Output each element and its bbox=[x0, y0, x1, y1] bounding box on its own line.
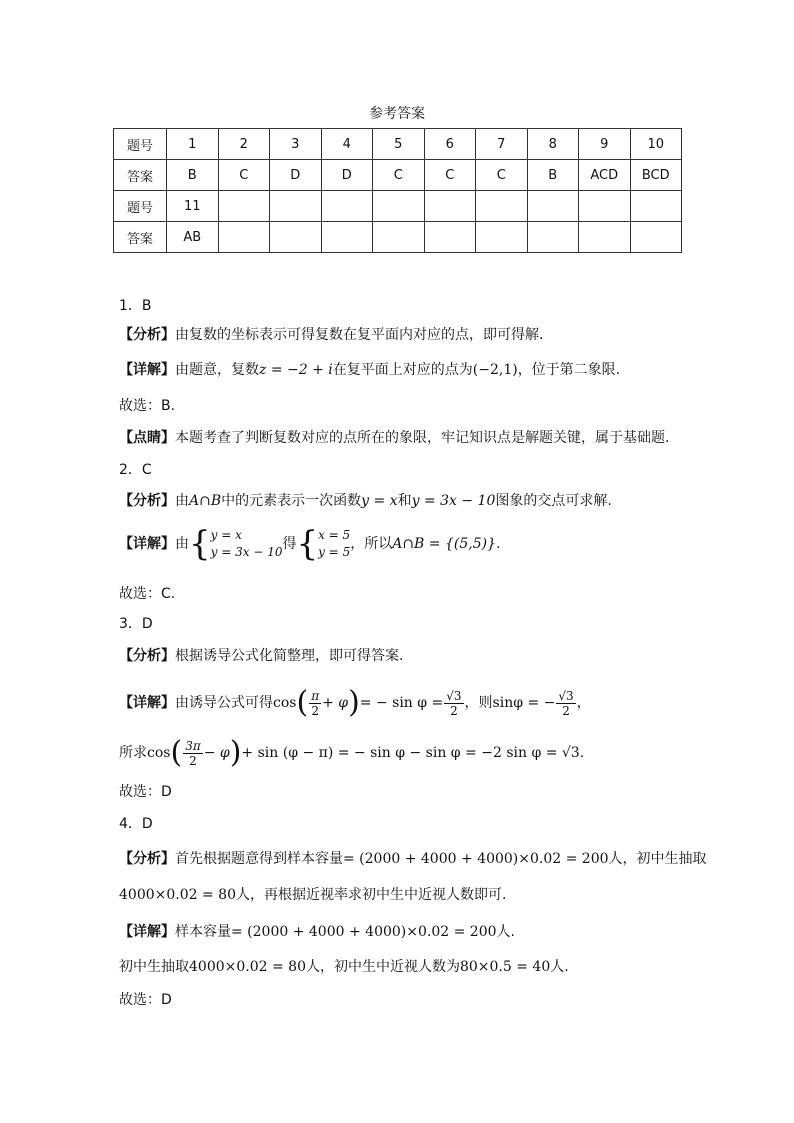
left-brace: { bbox=[189, 524, 211, 564]
q3-number: 3．D bbox=[119, 616, 153, 632]
q2-detail bbox=[119, 524, 500, 564]
table-row bbox=[114, 222, 682, 253]
detail-tag: 【详解】 bbox=[119, 536, 175, 552]
q4-choose: 故选：D bbox=[119, 992, 172, 1008]
detail-text: 由 bbox=[175, 536, 189, 552]
q3-choose: 故选：D bbox=[119, 784, 172, 800]
q1-detail bbox=[119, 360, 620, 380]
answer-title: 参考答案 bbox=[369, 106, 425, 122]
analysis-text: 人，初中生抽取 bbox=[608, 851, 707, 867]
row-header-cell: 题号 bbox=[114, 191, 167, 222]
analysis-text: 根据诱导公式化简整理，即可得答案. bbox=[175, 648, 404, 664]
math-expr: = (2000 + 4000 + 4000)×0.02 = 200 bbox=[343, 851, 609, 867]
table-cell: 9 bbox=[579, 129, 631, 160]
q3-analysis bbox=[119, 646, 403, 666]
fraction bbox=[183, 739, 203, 768]
left-brace: { bbox=[296, 524, 319, 564]
detail-tag: 【详解】 bbox=[119, 362, 175, 378]
table-cell: BCD bbox=[630, 160, 682, 191]
comment-tag: 【点睛】 bbox=[119, 430, 175, 446]
q3-detail bbox=[119, 683, 591, 723]
detail-text: 得 bbox=[282, 536, 297, 552]
detail-text: 人. bbox=[550, 959, 569, 975]
table-cell bbox=[270, 191, 322, 222]
analysis-tag: 【分析】 bbox=[119, 851, 175, 867]
table-cell bbox=[373, 222, 425, 253]
detail-tag: 【详解】 bbox=[119, 924, 175, 940]
analysis-text: 和 bbox=[397, 493, 412, 509]
analysis-tag: 【分析】 bbox=[119, 648, 175, 664]
table-cell: 4 bbox=[321, 129, 373, 160]
table-cell: 5 bbox=[373, 129, 425, 160]
q4-analysis bbox=[119, 849, 707, 869]
analysis-text: 由复数的坐标表示可得复数在复平面内对应的点，即可得解. bbox=[175, 327, 544, 343]
numerator: √3 bbox=[446, 688, 462, 703]
paren: ) bbox=[229, 735, 242, 770]
q2-choose: 故选：C. bbox=[119, 586, 176, 602]
math-expr: y = x bbox=[361, 493, 398, 509]
analysis-tag: 【分析】 bbox=[119, 493, 175, 509]
equation-system-1 bbox=[211, 527, 283, 561]
table-cell: 2 bbox=[218, 129, 270, 160]
numerator: π bbox=[311, 688, 320, 703]
table-cell: C bbox=[218, 160, 270, 191]
detail-text: ， bbox=[576, 695, 591, 711]
table-cell bbox=[579, 222, 631, 253]
detail-text: ，所以 bbox=[350, 536, 393, 552]
paren: ( bbox=[296, 685, 309, 720]
table-cell bbox=[476, 222, 528, 253]
row-header-cell: 答案 bbox=[114, 160, 167, 191]
table-cell: 3 bbox=[270, 129, 322, 160]
q1-analysis bbox=[119, 325, 543, 345]
detail-tag: 【详解】 bbox=[119, 695, 175, 711]
table-cell bbox=[270, 222, 322, 253]
detail-text: . bbox=[495, 536, 501, 552]
table-cell: 1 bbox=[167, 129, 219, 160]
denominator: 2 bbox=[189, 753, 197, 768]
table-cell: AB bbox=[167, 222, 219, 253]
q4-analysis-line2 bbox=[119, 885, 506, 905]
math-expr: z = −2 + i bbox=[259, 362, 333, 378]
math-expr: = − sin φ = bbox=[359, 695, 444, 711]
math-expr: 4000×0.02 = 80 bbox=[119, 887, 236, 903]
detail-text: 人. bbox=[496, 924, 515, 940]
table-cell bbox=[579, 191, 631, 222]
math-expr: 80×0.5 = 40 bbox=[459, 959, 551, 975]
table-cell: 10 bbox=[630, 129, 682, 160]
detail-text: 所求 bbox=[119, 745, 147, 761]
math-expr: A∩B = {(5,5)} bbox=[392, 536, 496, 552]
table-cell: D bbox=[270, 160, 322, 191]
table-cell: C bbox=[476, 160, 528, 191]
row-header-cell: 答案 bbox=[114, 222, 167, 253]
table-cell bbox=[218, 191, 270, 222]
detail-text: 样本容量 bbox=[175, 924, 231, 940]
table-row bbox=[114, 129, 682, 160]
paren: ) bbox=[348, 685, 360, 720]
denominator: 2 bbox=[562, 703, 570, 718]
math-expr: y = 3x − 10 bbox=[411, 493, 496, 509]
q4-detail bbox=[119, 922, 515, 942]
denominator: 2 bbox=[450, 703, 458, 718]
equation-system-2 bbox=[318, 527, 350, 561]
q3-detail-line2 bbox=[119, 733, 584, 773]
math-expr: + φ bbox=[322, 695, 349, 711]
table-cell: 11 bbox=[167, 191, 219, 222]
table-cell: D bbox=[321, 160, 373, 191]
q4-detail-line2 bbox=[119, 957, 569, 977]
numerator: √3 bbox=[558, 688, 574, 703]
analysis-text: 图象的交点可求解. bbox=[495, 493, 612, 509]
table-cell bbox=[321, 191, 373, 222]
detail-text: 人，初中生中近视人数为 bbox=[305, 959, 460, 975]
math-expr: (−2,1) bbox=[472, 362, 518, 378]
detail-text: 初中生抽取 bbox=[119, 959, 189, 975]
table-row bbox=[114, 160, 682, 191]
detail-text: 由诱导公式可得 bbox=[175, 695, 273, 711]
math-expr: 4000×0.02 = 80 bbox=[189, 959, 306, 975]
detail-text: . bbox=[579, 745, 585, 761]
math-expr: = (2000 + 4000 + 4000)×0.02 = 200 bbox=[231, 924, 497, 940]
detail-text: ，则 bbox=[464, 695, 493, 711]
analysis-tag: 【分析】 bbox=[119, 327, 175, 343]
table-cell: 7 bbox=[476, 129, 528, 160]
table-cell bbox=[476, 191, 528, 222]
detail-text: 由题意，复数 bbox=[175, 362, 259, 378]
math-expr: A∩B bbox=[189, 493, 222, 509]
table-cell bbox=[424, 222, 476, 253]
table-cell bbox=[218, 222, 270, 253]
equation: y = 5 bbox=[318, 545, 351, 559]
analysis-text: 中的元素表示一次函数 bbox=[221, 493, 362, 509]
math-expr: cos bbox=[147, 745, 171, 761]
table-cell: ACD bbox=[579, 160, 631, 191]
table-cell bbox=[630, 191, 682, 222]
math-expr: sinφ = − bbox=[492, 695, 556, 711]
equation: y = 3x − 10 bbox=[210, 545, 283, 559]
answer-table bbox=[113, 128, 682, 253]
detail-text: ，位于第二象限. bbox=[517, 362, 621, 378]
q1-comment bbox=[119, 428, 669, 448]
paren: ( bbox=[170, 735, 183, 770]
fraction bbox=[444, 689, 463, 718]
analysis-text: 人，再根据近视率求初中生中近视人数即可. bbox=[235, 887, 507, 903]
numerator: 3π bbox=[185, 738, 201, 753]
denominator: 2 bbox=[311, 703, 319, 718]
table-cell bbox=[321, 222, 373, 253]
table-cell bbox=[373, 191, 425, 222]
equation: x = 5 bbox=[318, 528, 351, 542]
table-cell: C bbox=[424, 160, 476, 191]
q2-analysis bbox=[119, 491, 612, 511]
q1-choose: 故选：B. bbox=[119, 398, 176, 414]
math-expr: − φ bbox=[203, 745, 230, 761]
table-cell: C bbox=[373, 160, 425, 191]
analysis-text: 首先根据题意得到样本容量 bbox=[175, 851, 343, 867]
row-header-cell: 题号 bbox=[114, 129, 167, 160]
math-expr: cos bbox=[273, 695, 297, 711]
table-cell bbox=[527, 222, 579, 253]
detail-text: 在复平面上对应的点为 bbox=[332, 362, 473, 378]
comment-text: 本题考查了判断复数对应的点所在的象限，牢记知识点是解题关键，属于基础题. bbox=[175, 430, 670, 446]
table-cell: 8 bbox=[527, 129, 579, 160]
table-cell bbox=[527, 191, 579, 222]
fraction bbox=[556, 689, 575, 718]
equation: y = x bbox=[210, 528, 242, 542]
q1-number: 1．B bbox=[119, 298, 152, 314]
fraction bbox=[309, 689, 321, 718]
table-cell bbox=[630, 222, 682, 253]
analysis-text: 由 bbox=[175, 493, 189, 509]
table-row bbox=[114, 191, 682, 222]
q2-number: 2．C bbox=[119, 462, 152, 478]
table-cell bbox=[424, 191, 476, 222]
math-expr: + sin (φ − π) = − sin φ − sin φ = −2 sin φ = √3 bbox=[241, 745, 580, 761]
q4-number: 4．D bbox=[119, 816, 153, 832]
table-cell: 6 bbox=[424, 129, 476, 160]
table-cell: B bbox=[167, 160, 219, 191]
table-cell: B bbox=[527, 160, 579, 191]
